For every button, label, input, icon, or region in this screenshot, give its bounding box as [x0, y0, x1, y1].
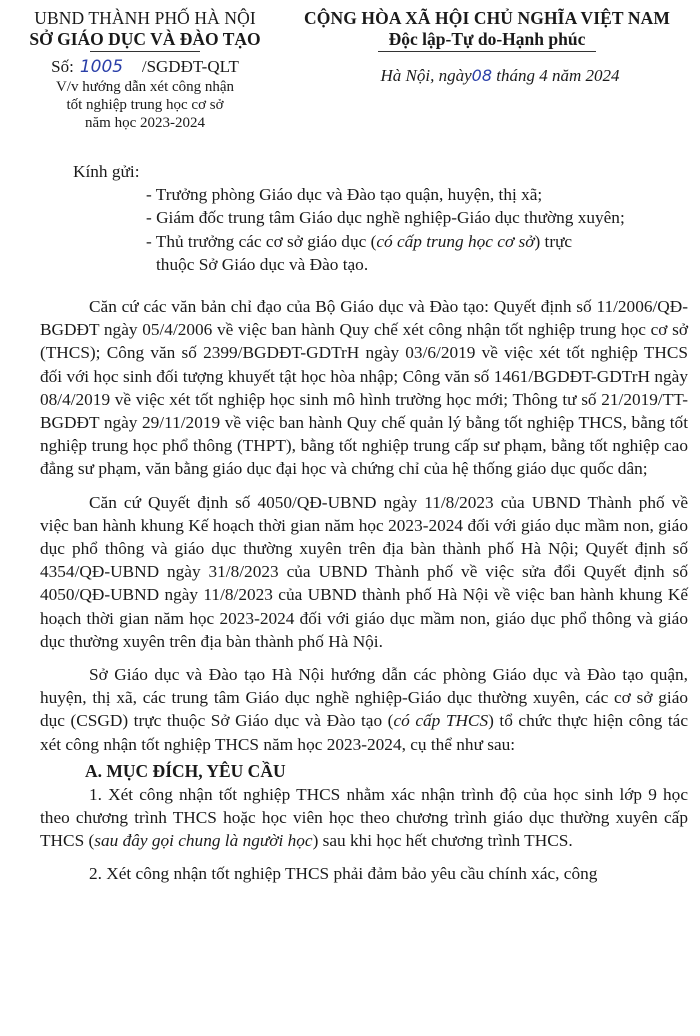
- subject-line-2: tốt nghiệp trung học cơ sở: [66, 97, 224, 113]
- department-underline: [90, 51, 200, 52]
- recipients-list: [146, 183, 688, 276]
- section-a-item-1: 1. Xét công nhận tốt nghiệp THCS nhằm xác nhận trình độ của học sinh lớp 9 học theo chương trình THCS hoặc học viên học theo chương trình giáo dục thường xuyên cấp THCS (sau đây gọi chung là người học) sau khi học hết chương trình THCS.: [40, 784, 688, 851]
- section-a-item-2: 2. Xét công nhận tốt nghiệp THCS phải đảm bảo yêu cầu chính xác, công: [89, 864, 598, 884]
- subject-line-1: V/v hướng dẫn xét công nhận: [55, 79, 235, 95]
- national-title: CỘNG HÒA XÃ HỘI CHỦ NGHĨA VIỆT NAM: [304, 8, 670, 28]
- date-prefix: Hà Nội, ngày: [380, 66, 472, 85]
- handwritten-day: 08: [471, 66, 492, 85]
- paragraph-instruction: Sở Giáo dục và Đào tạo Hà Nội hướng dẫn các phòng Giáo dục và Đào tạo quận, huyện, thị xã, các trung tâm Giáo dục nghề nghiệp-Giáo dục thường xuyên, các cơ sở giáo dục (CSGD) trực thuộc Sở Giáo dục và Đào tạo (có cấp THCS) tổ chức thực hiện công tác xét công nhận tốt nghiệp THCS năm học 2023-2024, cụ thể như sau:: [40, 665, 688, 754]
- paragraph-legal-basis-city: Căn cứ Quyết định số 4050/QĐ-UBND ngày 11/8/2023 của UBND Thành phố về việc ban hành khung Kế hoạch thời gian năm học 2023-2024 đối với giáo dục mầm non, giáo dục phổ thông và giáo dục thường xuyên trên địa bàn thành phố Hà Nội; Quyết định số 4354/QĐ-UBND ngày 31/8/2023 của UBND Thành phố về việc sửa đổi Quyết định số 4050/QĐ-UBND ngày 11/8/2023 của UBND thành phố Hà Nội về việc ban hành khung Kế hoạch thời gian năm học 2023-2024 đối với giáo dục mầm non, giáo dục phổ thông và giáo dục thường xuyên trên địa bàn thành phố Hà Nội.: [40, 492, 688, 651]
- section-a-heading: A. MỤC ĐÍCH, YÊU CẦU: [85, 760, 286, 781]
- national-motto: Độc lập-Tự do-Hạnh phúc: [388, 29, 586, 49]
- handwritten-number: 1005: [79, 57, 124, 77]
- subject-line-3: năm học 2023-2024: [85, 115, 205, 131]
- recipient-item-continuation: thuộc Sở Giáo dục và Đào tạo.: [156, 254, 369, 274]
- motto-underline: [378, 51, 596, 52]
- paragraph-legal-basis-ministry: Căn cứ các văn bản chỉ đạo của Bộ Giáo dục và Đào tạo: Quyết định số 11/2006/QĐ-BGDĐT ngày 05/4/2006 về việc ban hành Quy chế xét công nhận tốt nghiệp trung học cơ sở (THCS); Công văn số 2399/BGDĐT-GDTrH ngày 03/6/2019 về việc xét tốt nghiệp THCS đối với học sinh đối tượng khuyết tật học hòa nhập; Công văn số 1461/BGDĐT-GDTrH ngày 08/4/2019 về việc xét tốt nghiệp học sinh mô hình trường học mới; Thông tư số 21/2019/TT-BGDĐT ngày 29/11/2019 về việc ban hành Quy chế quản lý bằng tốt nghiệp THCS, bằng tốt nghiệp trung học phổ thông (THPT), bằng tốt nghiệp trung cấp sư phạm, bằng tốt nghiệp cao đẳng sư phạm, văn bằng giáo dục đại học và chứng chỉ của hệ thống giáo dục quốc dân;: [40, 297, 688, 479]
- recipient-item: - Giám đốc trung tâm Giáo dục nghề nghiệp-Giáo dục thường xuyên;: [146, 208, 625, 228]
- date-suffix: tháng 4 năm 2024: [492, 66, 620, 85]
- document-number: [14, 56, 276, 78]
- number-suffix: /SGDĐT-QLT: [141, 57, 239, 76]
- issuing-department: SỞ GIÁO DỤC VÀ ĐÀO TẠO: [29, 29, 261, 49]
- recipients-label: Kính gửi:: [73, 162, 140, 181]
- national-header-block: [282, 8, 692, 87]
- issuing-authority: UBND THÀNH PHỐ HÀ NỘI: [34, 8, 256, 28]
- issuer-block: [14, 8, 276, 132]
- recipient-item: - Trưởng phòng Giáo dục và Đào tạo quận, huyện, thị xã;: [146, 185, 543, 205]
- issue-date: [282, 65, 692, 87]
- letter-body: [40, 160, 688, 886]
- recipient-item: - Thủ trưởng các cơ sở giáo dục (có cấp trung học cơ sở) trực: [146, 231, 573, 251]
- number-prefix: Số:: [51, 57, 74, 76]
